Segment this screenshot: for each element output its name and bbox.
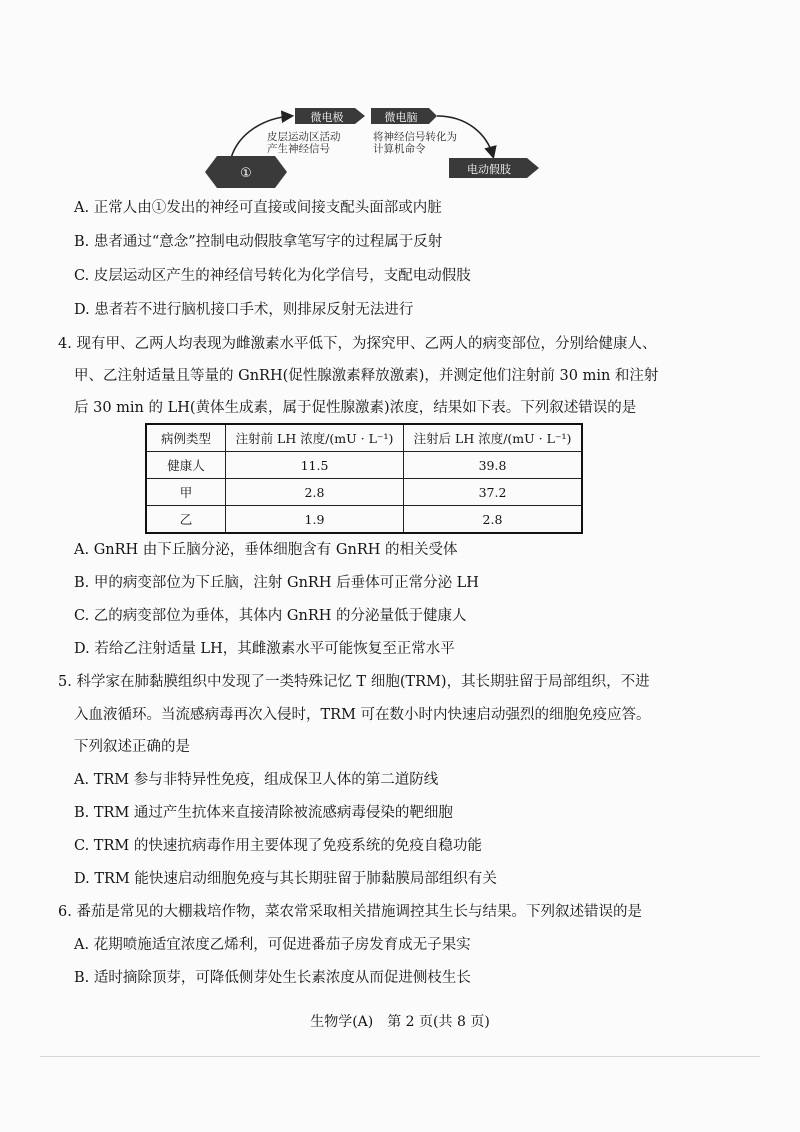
table-header: 注射前 LH 浓度/(mU · L⁻¹) — [226, 424, 404, 452]
q6-option-b: B. 适时摘除顶芽，可降低侧芽处生长素浓度从而促进侧枝生长 — [74, 970, 471, 986]
q3-option-a: A. 正常人由①发出的神经可直接或间接支配头面部或内脏 — [74, 200, 442, 216]
table-header-row — [146, 424, 582, 452]
convert-label-line2: 计算机命令 — [373, 143, 426, 155]
table-cell: 2.8 — [403, 506, 582, 534]
table-cell: 2.8 — [226, 479, 404, 506]
table-header: 注射后 LH 浓度/(mU · L⁻¹) — [403, 424, 582, 452]
node-prosthesis-label: 电动假肢 — [467, 163, 511, 176]
node-electrode-label: 微电极 — [310, 111, 344, 124]
convert-label-line1: 将神经信号转化为 — [373, 131, 457, 143]
table-cell: 1.9 — [226, 506, 404, 534]
q5-option-a: A. TRM 参与非特异性免疫，组成保卫人体的第二道防线 — [74, 772, 439, 788]
q3-option-b: B. 患者通过“意念”控制电动假肢拿笔写字的过程属于反射 — [74, 234, 443, 250]
table-cell: 39.8 — [403, 452, 582, 479]
table-row — [146, 452, 582, 479]
q6-stem-line1: 6. 番茄是常见的大棚栽培作物，菜农常采取相关措施调控其生长与结果。下列叙述错误的是 — [58, 904, 642, 920]
brain-computer-interface-diagram — [195, 96, 555, 192]
q4-stem-line3: 后 30 min 的 LH(黄体生成素，属于促性腺激素)浓度，结果如下表。下列叙述错误的是 — [74, 400, 637, 416]
node-source-label: ① — [240, 166, 252, 181]
q5-stem-line1: 5. 科学家在肺黏膜组织中发现了一类特殊记忆 T 细胞(TRM)，其长期驻留于局部组织，不进 — [58, 674, 650, 690]
q5-option-d: D. TRM 能快速启动细胞免疫与其长期驻留于肺黏膜局部组织有关 — [74, 871, 497, 887]
page-footer: 生物学(A) 第 2 页(共 8 页) — [310, 1014, 490, 1030]
q3-option-c: C. 皮层运动区产生的神经信号转化为化学信号，支配电动假肢 — [74, 268, 471, 284]
q4-option-d: D. 若给乙注射适量 LH，其雌激素水平可能恢复至正常水平 — [74, 641, 455, 657]
q5-stem-line2: 入血液循环。当流感病毒再次入侵时，TRM 可在数小时内快速启动强烈的细胞免疫应答。 — [74, 707, 651, 723]
q5-stem-line3: 下列叙述正确的是 — [74, 739, 190, 755]
q4-option-a: A. GnRH 由下丘脑分泌，垂体细胞含有 GnRH 的相关受体 — [74, 542, 458, 558]
q5-option-b: B. TRM 通过产生抗体来直接清除被流感病毒侵染的靶细胞 — [74, 805, 453, 821]
table-row — [146, 479, 582, 506]
q5-option-c: C. TRM 的快速抗病毒作用主要体现了免疫系统的免疫自稳功能 — [74, 838, 482, 854]
node-computer-label: 微电脑 — [384, 111, 418, 124]
q4-stem-line2: 甲、乙注射适量且等量的 GnRH(促性腺激素释放激素)，并测定他们注射前 30 min 和注射 — [74, 368, 659, 384]
table-cell: 甲 — [146, 479, 226, 506]
table-cell: 健康人 — [146, 452, 226, 479]
table-cell: 乙 — [146, 506, 226, 534]
q4-option-b: B. 甲的病变部位为下丘脑，注射 GnRH 后垂体可正常分泌 LH — [74, 575, 479, 591]
table-cell: 11.5 — [226, 452, 404, 479]
table-header: 病例类型 — [146, 424, 226, 452]
q4-option-c: C. 乙的病变部位为垂体，其体内 GnRH 的分泌量低于健康人 — [74, 608, 467, 624]
table-cell: 37.2 — [403, 479, 582, 506]
cortex-label-line1: 皮层运动区活动 — [267, 131, 341, 143]
q6-option-a: A. 花期喷施适宜浓度乙烯利，可促进番茄子房发育成无子果实 — [74, 937, 471, 953]
bottom-divider — [40, 1056, 760, 1057]
q3-option-d: D. 患者若不进行脑机接口手术，则排尿反射无法进行 — [74, 302, 414, 318]
table-row — [146, 506, 582, 534]
q4-stem-line1: 4. 现有甲、乙两人均表现为雌激素水平低下，为探究甲、乙两人的病变部位，分别给健康人、 — [58, 336, 657, 352]
cortex-label-line2: 产生神经信号 — [267, 143, 330, 155]
lh-concentration-table — [145, 423, 583, 534]
